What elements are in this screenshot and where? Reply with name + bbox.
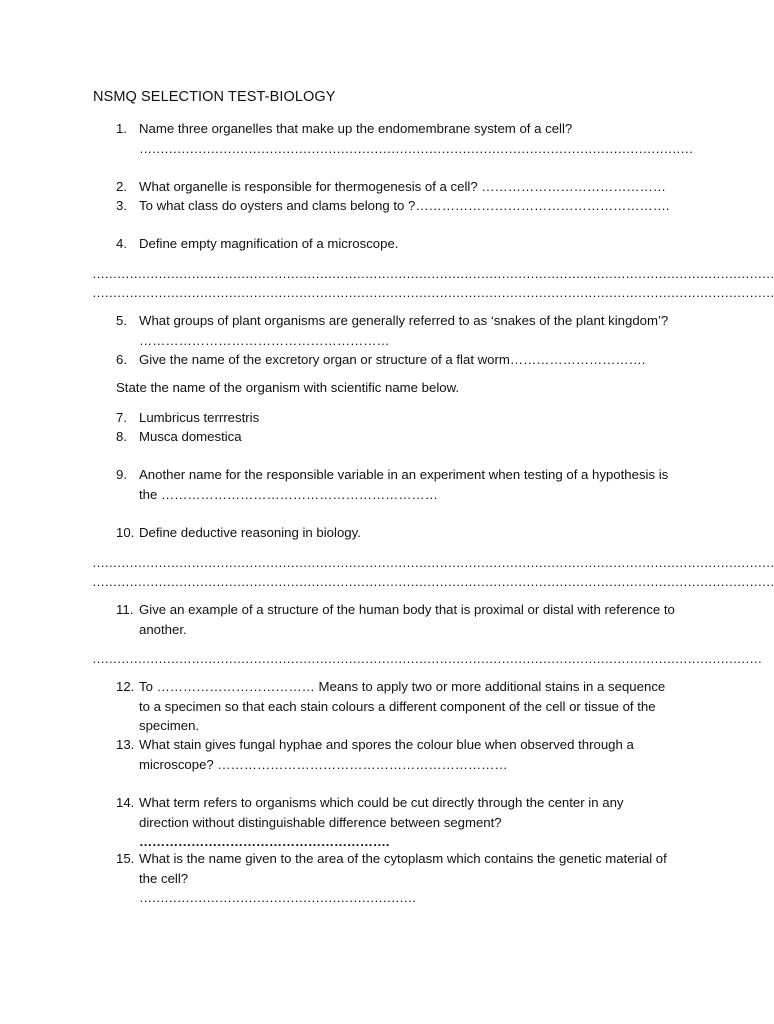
question-text: What stain gives fungal hyphae and spores the colour blue when observed through a microscope? ………………………………………………………… — [139, 737, 634, 772]
question-text: To ……………………………… Means to apply two or more additional stains in a sequence to a specimen so that each stain colours a different component of the cell or tissue of the specimen. — [139, 679, 666, 733]
question-10 — [116, 523, 676, 543]
question-5 — [116, 311, 676, 350]
question-number: 14. — [116, 795, 135, 810]
question-number: 7. — [116, 410, 127, 425]
question-text: Define deductive reasoning in biology. — [139, 525, 361, 540]
question-text: Define empty magnification of a microscope. — [139, 236, 399, 251]
question-7 — [116, 408, 676, 428]
question-text: Give an example of a structure of the human body that is proximal or distal with reference to another. — [139, 602, 675, 637]
answer-line: …………………………………………………. — [139, 834, 390, 849]
question-number: 13. — [116, 737, 135, 752]
answer-line: ………………………………………………………………………………………………………………………………………………… — [92, 574, 774, 589]
answer-line: ………………………………………………………………………………………………………………………………………………… — [92, 285, 774, 300]
question-4 — [116, 234, 676, 254]
question-number: 2. — [116, 179, 127, 194]
question-text: Musca domestica — [139, 429, 242, 444]
question-12 — [116, 677, 676, 736]
question-text: Name three organelles that make up the endomembrane system of a cell? — [139, 121, 573, 136]
question-text: Give the name of the excretory organ or structure of a flat worm…………………………. — [139, 352, 646, 367]
question-number: 9. — [116, 467, 127, 482]
question-text: Another name for the responsible variable in an experiment when testing of a hypothesis is the ……………………………………………………… — [139, 467, 669, 502]
question-9 — [116, 465, 676, 504]
question-number: 5. — [116, 313, 127, 328]
question-11 — [116, 600, 676, 639]
question-number: 4. — [116, 236, 127, 251]
question-text: What is the name given to the area of the cytoplasm which contains the genetic material of the cell? — [139, 851, 667, 886]
question-number: 6. — [116, 352, 127, 367]
question-number: 3. — [116, 198, 127, 213]
question-text: What term refers to organisms which could be cut directly through the center in any direction without distinguishable difference between segment? — [139, 795, 624, 830]
question-number: 11. — [116, 602, 134, 617]
question-15 — [116, 849, 676, 908]
question-1 — [116, 119, 693, 158]
question-number: 8. — [116, 429, 127, 444]
question-13 — [116, 735, 676, 774]
answer-line: …………………………………………………………………………………………………………………… — [139, 140, 693, 156]
answer-line: ………………………………………………………………………………………………………………………………………………… — [92, 555, 774, 570]
question-14 — [116, 793, 676, 852]
question-6 — [116, 350, 676, 370]
page-title: NSMQ SELECTION TEST-BIOLOGY — [93, 89, 336, 105]
question-text: What organelle is responsible for thermogenesis of a cell? …………………………………… — [139, 179, 666, 194]
question-8 — [116, 427, 676, 447]
question-3 — [116, 196, 676, 216]
instruction-text: State the name of the organism with scientific name below. — [116, 380, 460, 395]
question-text: What groups of plant organisms are generally referred to as ‘snakes of the plant kingdom’? ………………………………………………… — [139, 313, 669, 348]
question-number: 12. — [116, 679, 135, 694]
question-number: 15. — [116, 851, 135, 866]
question-number: 1. — [116, 121, 127, 136]
question-text: To what class do oysters and clams belong to ?…………………………………………………. — [139, 198, 670, 213]
answer-line: ………………………………………………………………………………………………………………………………………………… — [92, 266, 774, 281]
question-text: Lumbricus terrrestris — [139, 410, 260, 425]
question-2 — [116, 177, 676, 197]
answer-line: ……………………………………………………………………………………………………………………………………………… — [92, 651, 762, 666]
answer-line: ………………………………………………………… — [139, 890, 416, 905]
question-number: 10. — [116, 525, 135, 540]
